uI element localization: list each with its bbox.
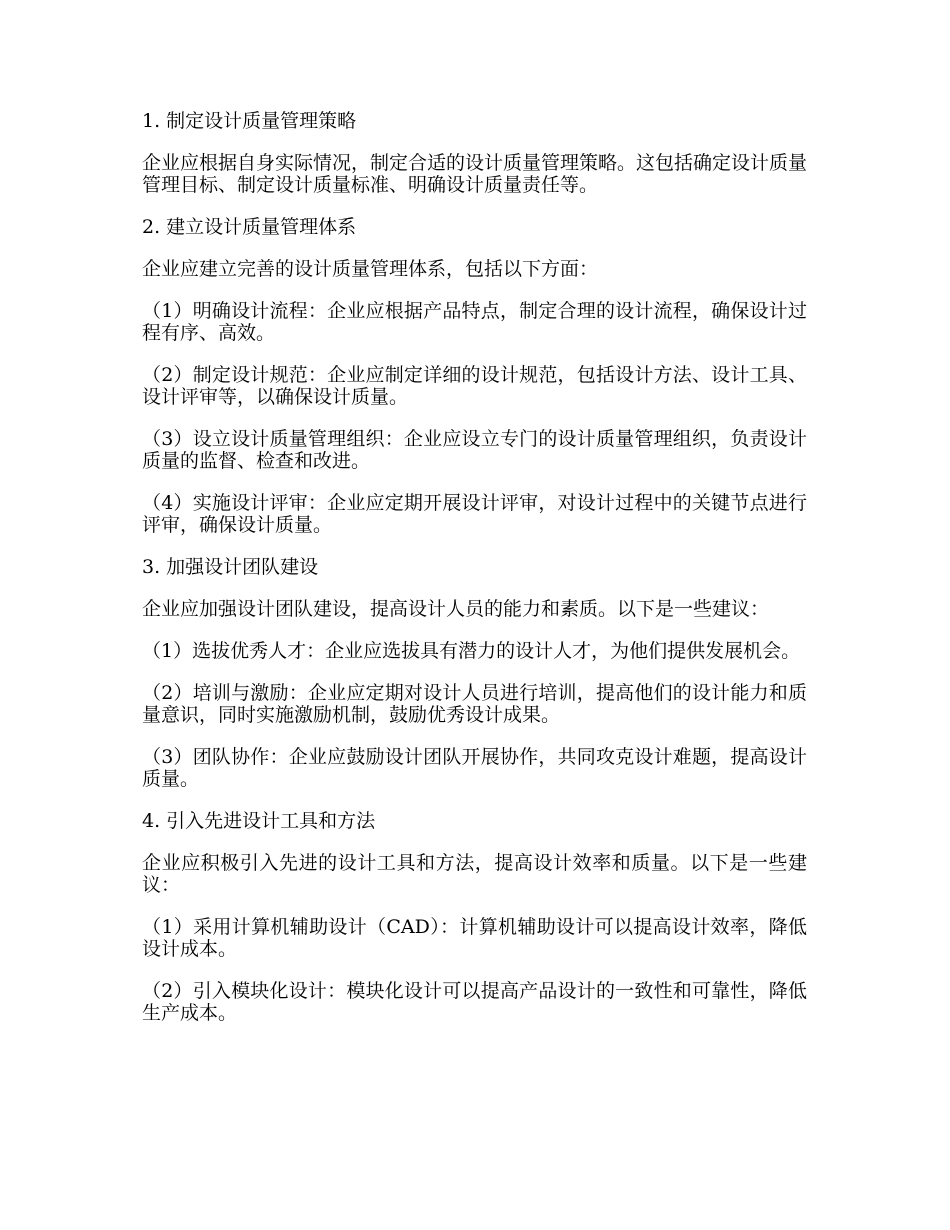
list-item: （1）明确设计流程：企业应根据产品特点，制定合理的设计流程，确保设计过程有序、高效。 <box>142 300 807 344</box>
paragraph: 企业应根据自身实际情况，制定合适的设计质量管理策略。这包括确定设计质量管理目标、制定设计质量标准、明确设计质量责任等。 <box>142 152 808 196</box>
section-heading-3: 3. 加强设计团队建设 <box>142 556 319 578</box>
list-item: （3）设立设计质量管理组织：企业应设立专门的设计质量管理组织，负责设计质量的监督、检查和改进。 <box>142 428 807 472</box>
list-item: （2）培训与激励：企业应定期对设计人员进行培训，提高他们的设计能力和质量意识，同时实施激励机制，鼓励优秀设计成果。 <box>142 682 807 726</box>
list-item: （3）团队协作：企业应鼓励设计团队开展协作，共同攻克设计难题，提高设计质量。 <box>142 746 807 790</box>
list-item: （1）选拔优秀人才：企业应选拔具有潜力的设计人才，为他们提供发展机会。 <box>142 640 801 662</box>
list-item: （2）引入模块化设计：模块化设计可以提高产品设计的一致性和可靠性，降低生产成本。 <box>142 980 807 1024</box>
section-heading-2: 2. 建立设计质量管理体系 <box>142 216 357 238</box>
paragraph: 企业应建立完善的设计质量管理体系，包括以下方面： <box>142 258 599 280</box>
list-item: （4）实施设计评审：企业应定期开展设计评审，对设计过程中的关键节点进行评审，确保设计质量。 <box>142 492 807 536</box>
paragraph: 企业应积极引入先进的设计工具和方法，提高设计效率和质量。以下是一些建议： <box>142 852 807 896</box>
document-body <box>142 110 807 1044</box>
list-item: （1）采用计算机辅助设计（CAD）：计算机辅助设计可以提高设计效率，降低设计成本。 <box>142 916 807 960</box>
list-item: （2）制定设计规范：企业应制定详细的设计规范，包括设计方法、设计工具、设计评审等，以确保设计质量。 <box>142 364 807 408</box>
section-heading-1: 1. 制定设计质量管理策略 <box>142 110 357 132</box>
paragraph: 企业应加强设计团队建设，提高设计人员的能力和素质。以下是一些建议： <box>142 598 770 620</box>
section-heading-4: 4. 引入先进设计工具和方法 <box>142 810 376 832</box>
